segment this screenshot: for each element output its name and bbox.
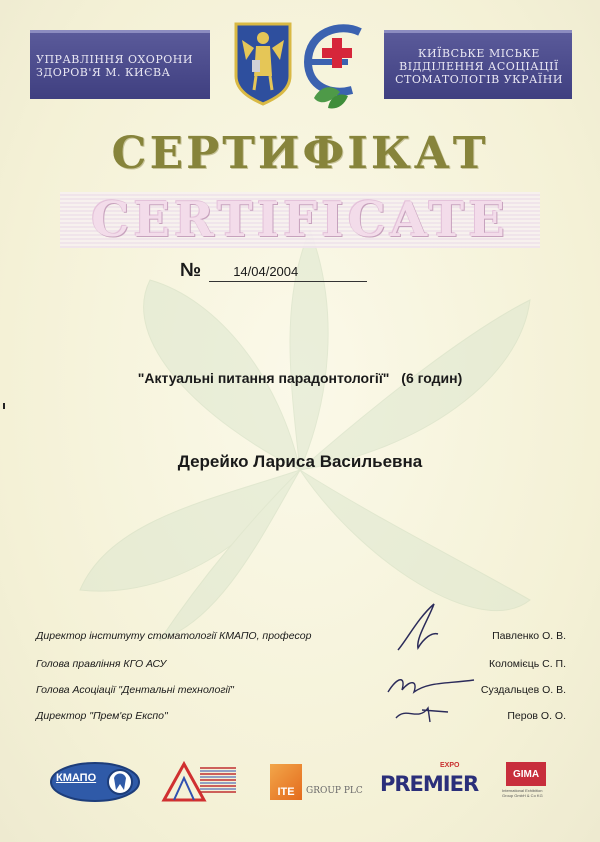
right-banner-line-1: КИЇВСЬКЕ МІСЬКЕ bbox=[418, 46, 540, 60]
premier-expo-logo bbox=[380, 760, 480, 804]
signatory-row bbox=[36, 658, 566, 674]
number-sign: № bbox=[180, 260, 202, 281]
right-banner bbox=[384, 30, 572, 99]
certificate-number: 14/04/2004 bbox=[209, 263, 367, 282]
signature-1 bbox=[388, 598, 448, 658]
kmapo-label: КМАПО bbox=[56, 772, 97, 784]
signatory-name: Перов О. О. bbox=[507, 710, 566, 722]
signatory-name: Коломієць С. П. bbox=[488, 658, 566, 670]
signatory-row bbox=[36, 684, 566, 700]
left-banner bbox=[30, 30, 210, 99]
certificate-title: СЕРТИФІКАТ bbox=[111, 128, 489, 179]
certificate-number-row bbox=[180, 258, 367, 282]
signatory-row bbox=[36, 630, 566, 646]
edge-mark bbox=[3, 403, 5, 409]
premier-label: PREMIER bbox=[380, 772, 479, 796]
course-hours: (6 годин) bbox=[401, 370, 463, 386]
signatory-name: Павленко О. В. bbox=[492, 630, 566, 642]
medical-cross-e-logo-icon bbox=[300, 22, 372, 112]
signature-2 bbox=[384, 672, 480, 702]
signatory-role: Директор інституту стоматології КМАПО, професор bbox=[36, 630, 312, 642]
signatory-role: Голова Асоціації "Дентальні технології" bbox=[36, 684, 234, 696]
right-banner-line-3: СТОМАТОЛОГІВ УКРАЇНИ bbox=[395, 72, 563, 86]
left-banner-line-2: ЗДОРОВ'Я М. КИЄВА bbox=[36, 66, 171, 79]
premier-tag: EXPO bbox=[440, 762, 460, 769]
left-banner-line-1: УПРАВЛІННЯ ОХОРОНИ bbox=[36, 53, 193, 66]
ite-group-label: GROUP PLC bbox=[306, 786, 363, 796]
kmapo-logo bbox=[48, 760, 142, 804]
recipient-name: Дерейко Лариса Васильевна bbox=[177, 452, 423, 471]
gima-mark: GIMA bbox=[506, 762, 546, 786]
course-title: "Актуальні питання парадонтології" bbox=[137, 370, 390, 386]
right-banner-line-2: ВІДДІЛЕННЯ АСОЦІАЦІЇ bbox=[399, 59, 559, 73]
course-line bbox=[0, 370, 600, 386]
signatory-role: Голова правління КГО АСУ bbox=[36, 658, 167, 670]
signatory-role: Директор "Прем'єр Експо" bbox=[36, 710, 168, 722]
dental-technologies-logo bbox=[160, 760, 238, 804]
kyiv-coat-of-arms-icon bbox=[232, 20, 294, 106]
signature-3 bbox=[392, 700, 452, 726]
gima-logo bbox=[500, 760, 556, 804]
signatory-row bbox=[36, 710, 566, 726]
certificate-subtitle: CERTIFICATE bbox=[91, 192, 509, 248]
ite-logo bbox=[270, 760, 370, 804]
ite-mark: ITE bbox=[270, 764, 302, 800]
signatory-name: Суздальцев О. В. bbox=[480, 684, 566, 696]
gima-subtext: International Exhibition Group GmbH & Co KG bbox=[502, 788, 543, 798]
